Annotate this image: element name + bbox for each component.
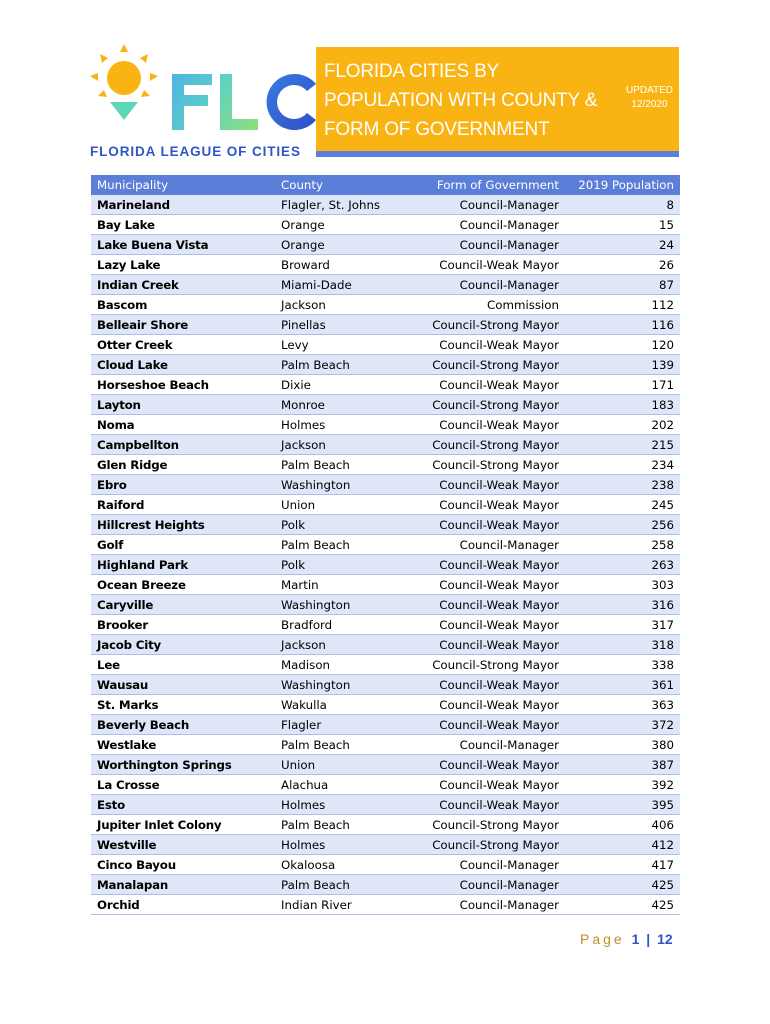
- county-cell: Holmes: [275, 835, 405, 855]
- flc-logo: [86, 40, 321, 162]
- population-cell: 120: [565, 335, 680, 355]
- updated-block: [626, 84, 673, 112]
- municipality-cell: Bascom: [91, 295, 275, 315]
- population-cell: 139: [565, 355, 680, 375]
- county-cell: Dixie: [275, 375, 405, 395]
- column-header-form-of-government: Form of Government: [405, 175, 565, 195]
- table-row: [91, 895, 680, 915]
- municipality-cell: Bay Lake: [91, 215, 275, 235]
- column-header-municipality: Municipality: [91, 175, 275, 195]
- government-form-cell: Council-Manager: [405, 235, 565, 255]
- municipality-cell: Horseshoe Beach: [91, 375, 275, 395]
- municipality-cell: Cinco Bayou: [91, 855, 275, 875]
- table-row: [91, 255, 680, 275]
- population-cell: 258: [565, 535, 680, 555]
- table-row: [91, 275, 680, 295]
- county-cell: Washington: [275, 595, 405, 615]
- government-form-cell: Council-Weak Mayor: [405, 575, 565, 595]
- government-form-cell: Council-Weak Mayor: [405, 515, 565, 535]
- banner-strip: [316, 151, 679, 157]
- population-cell: 87: [565, 275, 680, 295]
- municipality-cell: Manalapan: [91, 875, 275, 895]
- page-title: FLORIDA CITIES BY POPULATION WITH COUNTY & FORM OF GOVERNMENT: [324, 61, 598, 140]
- government-form-cell: Council-Manager: [405, 895, 565, 915]
- table-row: [91, 695, 680, 715]
- county-cell: Orange: [275, 235, 405, 255]
- table-row: [91, 575, 680, 595]
- table-row: [91, 655, 680, 675]
- government-form-cell: Council-Weak Mayor: [405, 555, 565, 575]
- government-form-cell: Council-Strong Mayor: [405, 355, 565, 375]
- population-cell: 24: [565, 235, 680, 255]
- municipality-cell: Beverly Beach: [91, 715, 275, 735]
- table-row: [91, 375, 680, 395]
- government-form-cell: Council-Weak Mayor: [405, 255, 565, 275]
- municipality-cell: Campbellton: [91, 435, 275, 455]
- county-cell: Palm Beach: [275, 815, 405, 835]
- population-cell: 238: [565, 475, 680, 495]
- county-cell: Washington: [275, 675, 405, 695]
- table-row: [91, 395, 680, 415]
- table-row: [91, 315, 680, 335]
- municipality-cell: Brooker: [91, 615, 275, 635]
- government-form-cell: Commission: [405, 295, 565, 315]
- population-cell: 26: [565, 255, 680, 275]
- population-cell: 183: [565, 395, 680, 415]
- population-cell: 412: [565, 835, 680, 855]
- table-row: [91, 215, 680, 235]
- table-row: [91, 595, 680, 615]
- municipality-cell: Lazy Lake: [91, 255, 275, 275]
- county-cell: Palm Beach: [275, 355, 405, 375]
- county-cell: Jackson: [275, 435, 405, 455]
- population-cell: 392: [565, 775, 680, 795]
- county-cell: Indian River: [275, 895, 405, 915]
- page-separator: |: [646, 931, 651, 947]
- table-row: [91, 715, 680, 735]
- county-cell: Holmes: [275, 415, 405, 435]
- table-row: [91, 675, 680, 695]
- table-row: [91, 875, 680, 895]
- county-cell: Levy: [275, 335, 405, 355]
- municipality-cell: Lee: [91, 655, 275, 675]
- table-row: [91, 435, 680, 455]
- population-cell: 338: [565, 655, 680, 675]
- page-number: 1: [631, 931, 640, 947]
- total-pages: 12: [657, 931, 673, 947]
- county-cell: Miami-Dade: [275, 275, 405, 295]
- population-cell: 417: [565, 855, 680, 875]
- county-cell: Holmes: [275, 795, 405, 815]
- population-cell: 425: [565, 895, 680, 915]
- population-cell: 202: [565, 415, 680, 435]
- municipality-cell: Esto: [91, 795, 275, 815]
- municipality-cell: Westville: [91, 835, 275, 855]
- county-cell: Flagler, St. Johns: [275, 195, 405, 215]
- government-form-cell: Council-Strong Mayor: [405, 435, 565, 455]
- population-cell: 387: [565, 755, 680, 775]
- table-row: [91, 495, 680, 515]
- municipality-cell: Caryville: [91, 595, 275, 615]
- government-form-cell: Council-Weak Mayor: [405, 495, 565, 515]
- municipality-cell: Noma: [91, 415, 275, 435]
- municipality-cell: Golf: [91, 535, 275, 555]
- government-form-cell: Council-Strong Mayor: [405, 835, 565, 855]
- government-form-cell: Council-Manager: [405, 275, 565, 295]
- government-form-cell: Council-Strong Mayor: [405, 815, 565, 835]
- title-banner: [316, 47, 679, 151]
- government-form-cell: Council-Weak Mayor: [405, 675, 565, 695]
- government-form-cell: Council-Weak Mayor: [405, 755, 565, 775]
- municipality-cell: La Crosse: [91, 775, 275, 795]
- page-footer: [580, 931, 673, 947]
- county-cell: Polk: [275, 515, 405, 535]
- cities-table: [91, 175, 680, 915]
- population-cell: 317: [565, 615, 680, 635]
- county-cell: Alachua: [275, 775, 405, 795]
- population-cell: 303: [565, 575, 680, 595]
- municipality-cell: Westlake: [91, 735, 275, 755]
- table-row: [91, 815, 680, 835]
- government-form-cell: Council-Strong Mayor: [405, 395, 565, 415]
- government-form-cell: Council-Weak Mayor: [405, 635, 565, 655]
- county-cell: Union: [275, 495, 405, 515]
- table-row: [91, 235, 680, 255]
- population-cell: 406: [565, 815, 680, 835]
- municipality-cell: Wausau: [91, 675, 275, 695]
- municipality-cell: Hillcrest Heights: [91, 515, 275, 535]
- population-cell: 171: [565, 375, 680, 395]
- government-form-cell: Council-Weak Mayor: [405, 695, 565, 715]
- county-cell: Madison: [275, 655, 405, 675]
- county-cell: Jackson: [275, 635, 405, 655]
- population-cell: 395: [565, 795, 680, 815]
- municipality-cell: Worthington Springs: [91, 755, 275, 775]
- government-form-cell: Council-Weak Mayor: [405, 475, 565, 495]
- county-cell: Washington: [275, 475, 405, 495]
- population-cell: 372: [565, 715, 680, 735]
- table-row: [91, 535, 680, 555]
- population-cell: 215: [565, 435, 680, 455]
- column-header-county: County: [275, 175, 405, 195]
- column-header-population: 2019 Population: [565, 175, 680, 195]
- government-form-cell: Council-Manager: [405, 875, 565, 895]
- municipality-cell: Jupiter Inlet Colony: [91, 815, 275, 835]
- county-cell: Palm Beach: [275, 735, 405, 755]
- county-cell: Broward: [275, 255, 405, 275]
- county-cell: Orange: [275, 215, 405, 235]
- population-cell: 363: [565, 695, 680, 715]
- population-cell: 425: [565, 875, 680, 895]
- sun-logo-icon: [86, 40, 321, 144]
- municipality-cell: Raiford: [91, 495, 275, 515]
- county-cell: Jackson: [275, 295, 405, 315]
- table-row: [91, 475, 680, 495]
- county-cell: Flagler: [275, 715, 405, 735]
- government-form-cell: Council-Weak Mayor: [405, 375, 565, 395]
- table-body: [91, 195, 680, 915]
- population-cell: 245: [565, 495, 680, 515]
- updated-label: UPDATED: [625, 85, 673, 96]
- table-row: [91, 835, 680, 855]
- county-cell: Bradford: [275, 615, 405, 635]
- county-cell: Palm Beach: [275, 535, 405, 555]
- population-cell: 361: [565, 675, 680, 695]
- government-form-cell: Council-Weak Mayor: [405, 795, 565, 815]
- government-form-cell: Council-Weak Mayor: [405, 595, 565, 615]
- table-row: [91, 735, 680, 755]
- table-row: [91, 355, 680, 375]
- population-cell: 256: [565, 515, 680, 535]
- municipality-cell: Ocean Breeze: [91, 575, 275, 595]
- government-form-cell: Council-Strong Mayor: [405, 655, 565, 675]
- population-cell: 112: [565, 295, 680, 315]
- table-row: [91, 855, 680, 875]
- municipality-cell: Marineland: [91, 195, 275, 215]
- population-cell: 263: [565, 555, 680, 575]
- government-form-cell: Council-Manager: [405, 195, 565, 215]
- county-cell: Okaloosa: [275, 855, 405, 875]
- government-form-cell: Council-Manager: [405, 735, 565, 755]
- table-row: [91, 795, 680, 815]
- county-cell: Wakulla: [275, 695, 405, 715]
- municipality-cell: Belleair Shore: [91, 315, 275, 335]
- government-form-cell: Council-Manager: [405, 535, 565, 555]
- page-word: Page: [580, 931, 625, 947]
- population-cell: 116: [565, 315, 680, 335]
- government-form-cell: Council-Strong Mayor: [405, 315, 565, 335]
- government-form-cell: Council-Weak Mayor: [405, 335, 565, 355]
- table-row: [91, 775, 680, 795]
- population-cell: 15: [565, 215, 680, 235]
- municipality-cell: Cloud Lake: [91, 355, 275, 375]
- government-form-cell: Council-Weak Mayor: [405, 415, 565, 435]
- municipality-cell: Ebro: [91, 475, 275, 495]
- table-row: [91, 615, 680, 635]
- population-cell: 316: [565, 595, 680, 615]
- table-row: [91, 455, 680, 475]
- table-row: [91, 415, 680, 435]
- municipality-cell: Otter Creek: [91, 335, 275, 355]
- municipality-cell: St. Marks: [91, 695, 275, 715]
- org-name: FLORIDA LEAGUE OF CITIES: [90, 144, 301, 159]
- population-cell: 318: [565, 635, 680, 655]
- table-row: [91, 755, 680, 775]
- table-row: [91, 295, 680, 315]
- government-form-cell: Council-Weak Mayor: [405, 775, 565, 795]
- municipality-cell: Indian Creek: [91, 275, 275, 295]
- government-form-cell: Council-Weak Mayor: [405, 615, 565, 635]
- table-row: [91, 335, 680, 355]
- municipality-cell: Orchid: [91, 895, 275, 915]
- county-cell: Martin: [275, 575, 405, 595]
- government-form-cell: Council-Manager: [405, 215, 565, 235]
- table-row: [91, 555, 680, 575]
- table-header-row: [91, 175, 680, 195]
- updated-date: 12/2020: [631, 99, 668, 110]
- county-cell: Monroe: [275, 395, 405, 415]
- population-cell: 380: [565, 735, 680, 755]
- municipality-cell: Lake Buena Vista: [91, 235, 275, 255]
- table-row: [91, 515, 680, 535]
- table-row: [91, 195, 680, 215]
- municipality-cell: Highland Park: [91, 555, 275, 575]
- table-row: [91, 635, 680, 655]
- population-cell: 8: [565, 195, 680, 215]
- government-form-cell: Council-Strong Mayor: [405, 455, 565, 475]
- county-cell: Palm Beach: [275, 455, 405, 475]
- population-cell: 234: [565, 455, 680, 475]
- county-cell: Polk: [275, 555, 405, 575]
- municipality-cell: Layton: [91, 395, 275, 415]
- government-form-cell: Council-Manager: [405, 855, 565, 875]
- municipality-cell: Jacob City: [91, 635, 275, 655]
- county-cell: Palm Beach: [275, 875, 405, 895]
- county-cell: Union: [275, 755, 405, 775]
- municipality-cell: Glen Ridge: [91, 455, 275, 475]
- county-cell: Pinellas: [275, 315, 405, 335]
- government-form-cell: Council-Weak Mayor: [405, 715, 565, 735]
